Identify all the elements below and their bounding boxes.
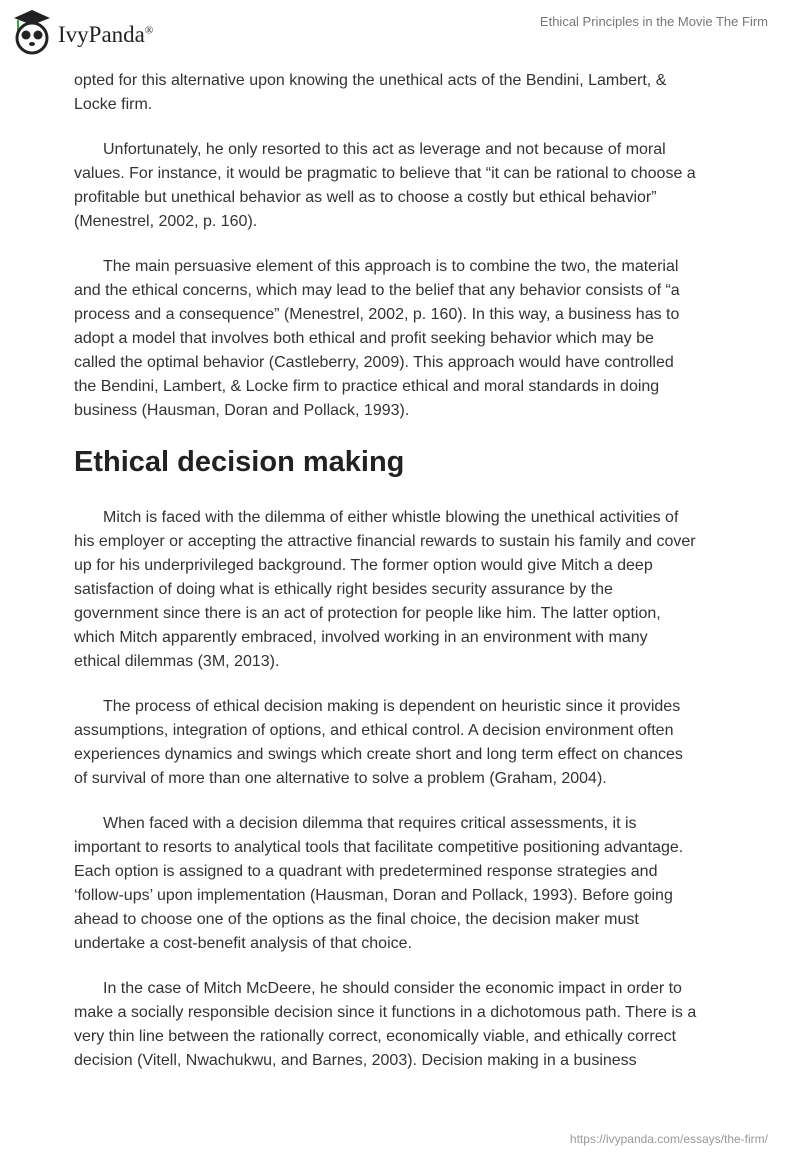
text-line: which Mitch apparently embraced, involved working in an environment with many [74, 629, 648, 646]
text-line: up for his underprivileged background. The former option would give Mitch a deep [74, 557, 653, 574]
text-line: very thin line between the rationally correct, economically viable, and ethically correct [74, 1028, 677, 1045]
text-line: (Menestrel, 2002, p. 160). [74, 213, 258, 230]
text-line: his employer or accepting the attractive financial rewards to sustain his family and cover [74, 533, 696, 550]
panda-logo-icon [12, 8, 52, 56]
text-line: The process of ethical decision making is dependent on heuristic since it provides [103, 698, 681, 715]
article-body [74, 69, 754, 1094]
text-line: profitable but unethical behavior as well as to choose a costly but ethical behavior” [74, 189, 657, 206]
text-line: ‘follow-ups’ upon implementation (Hausman, Doran and Pollack, 1993). Before going [74, 887, 673, 904]
ivypanda-logo[interactable] [12, 8, 153, 56]
paragraphs-before [74, 69, 754, 423]
text-line: decision (Vitell, Nwachukwu, and Barnes, 2003). Decision making in a business [74, 1052, 637, 1069]
paragraph [74, 812, 754, 956]
source-url: https://ivypanda.com/essays/the-firm/ [569, 1132, 768, 1146]
text-line: business (Hausman, Doran and Pollack, 1993). [74, 402, 410, 419]
text-line: The main persuasive element of this approach is to combine the two, the material [103, 258, 679, 275]
paragraph [74, 69, 754, 117]
text-line: values. For instance, it would be pragmatic to believe that “it can be rational to choose a [74, 165, 696, 182]
paragraph [74, 255, 754, 423]
section-heading: Ethical decision making [74, 446, 405, 478]
paragraph [74, 977, 754, 1073]
paragraph [74, 138, 754, 234]
document-title: Ethical Principles in the Movie The Firm [539, 14, 768, 29]
text-line: When faced with a decision dilemma that requires critical assessments, it is [103, 815, 637, 832]
text-line: of survival of more than one alternative to solve a problem (Graham, 2004). [74, 770, 607, 787]
paragraph [74, 695, 754, 791]
logo-text: IvyPanda [58, 22, 145, 47]
text-line: assumptions, integration of options, and ethical control. A decision environment often [74, 722, 674, 739]
text-line: adopt a model that involves both ethical and profit seeking behavior which may be [74, 330, 654, 347]
text-line: ahead to choose one of the options as the final choice, the decision maker must [74, 911, 639, 928]
text-line: Mitch is faced with the dilemma of either whistle blowing the unethical activities of [103, 509, 679, 526]
text-line: important to resorts to analytical tools that facilitate competitive positioning advantage. [74, 839, 684, 856]
text-line: undertake a cost-benefit analysis of that choice. [74, 935, 412, 952]
paragraphs-after [74, 506, 754, 1073]
text-line: satisfaction of doing what is ethically right besides security assurance by the [74, 581, 613, 598]
text-line: Locke firm. [74, 96, 153, 113]
text-line: opted for this alternative upon knowing the unethical acts of the Bendini, Lambert, & [74, 72, 667, 89]
text-line: Unfortunately, he only resorted to this act as leverage and not because of moral [103, 141, 666, 158]
paragraph [74, 506, 754, 674]
text-line: the Bendini, Lambert, & Locke firm to practice ethical and moral standards in doing [74, 378, 660, 395]
text-line: and the ethical concerns, which may lead to the belief that any behavior consists of “a [74, 282, 680, 299]
registered-mark: ® [144, 24, 154, 37]
text-line: Each option is assigned to a quadrant with predetermined response strategies and [74, 863, 658, 880]
text-line: experiences dynamics and swings which create short and long term effect on chances [74, 746, 683, 763]
text-line: ethical dilemmas (3M, 2013). [74, 653, 280, 670]
text-line: government since there is an act of protection for people like him. The latter option, [74, 605, 661, 622]
text-line: make a socially responsible decision since it functions in a dichotomous path. There is a [74, 1004, 697, 1021]
text-line: process and a consequence” (Menestrel, 2002, p. 160). In this way, a business has to [74, 306, 680, 323]
text-line: In the case of Mitch McDeere, he should consider the economic impact in order to [103, 980, 682, 997]
text-line: called the optimal behavior (Castleberry, 2009). This approach would have controlled [74, 354, 674, 371]
